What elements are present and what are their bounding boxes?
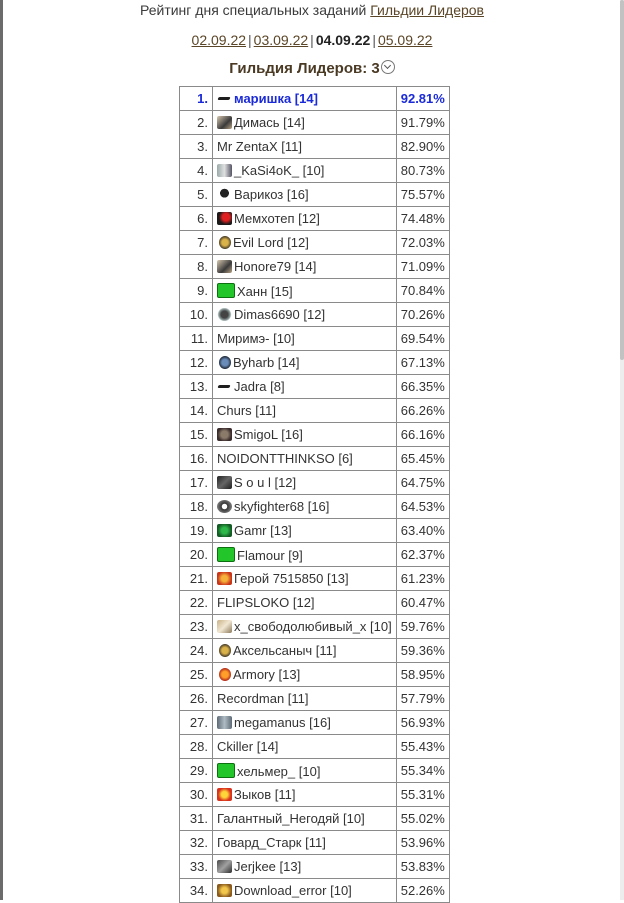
percent-cell: 67.13%	[396, 351, 449, 375]
percent-cell: 58.95%	[396, 663, 449, 687]
percent-cell: 70.26%	[396, 303, 449, 327]
percent-cell: 55.31%	[396, 783, 449, 807]
player-name[interactable]: Honore79 [14]	[234, 259, 317, 274]
player-cell[interactable]	[213, 351, 397, 375]
rank-cell: 17.	[180, 471, 213, 495]
rank-cell: 31.	[180, 807, 213, 831]
percent-cell: 74.48%	[396, 207, 449, 231]
table-row	[180, 663, 450, 687]
rank-cell: 21.	[180, 567, 213, 591]
table-row	[180, 111, 450, 135]
percent-cell: 53.96%	[396, 831, 449, 855]
explosion-icon	[217, 788, 232, 801]
date-separator: |	[248, 32, 252, 48]
player-cell[interactable]	[213, 855, 397, 879]
rank-cell: 28.	[180, 735, 213, 759]
player-cell[interactable]	[213, 231, 397, 255]
table-row	[180, 159, 450, 183]
table-row	[180, 711, 450, 735]
player-cell[interactable]	[213, 399, 397, 423]
player-name[interactable]: Recordman [11]	[217, 691, 309, 706]
percent-cell: 55.02%	[396, 807, 449, 831]
dragon-icon	[217, 524, 232, 537]
player-name[interactable]: Мемхотеп [12]	[234, 211, 320, 226]
rank-cell: 14.	[180, 399, 213, 423]
percent-cell: 75.57%	[396, 183, 449, 207]
chevron-down-icon[interactable]	[381, 60, 395, 74]
rank-cell: 22.	[180, 591, 213, 615]
player-name[interactable]: S o u l [12]	[234, 475, 297, 490]
scrollbar-thumb[interactable]	[620, 0, 624, 360]
player-name[interactable]: Mr ZentaX [11]	[217, 139, 303, 154]
player-cell[interactable]	[213, 183, 397, 207]
shield-icon	[219, 644, 231, 657]
rank-cell: 23.	[180, 615, 213, 639]
table-row	[180, 855, 450, 879]
date-separator: |	[310, 32, 314, 48]
player-cell[interactable]	[213, 639, 397, 663]
skull-icon	[217, 860, 232, 873]
player-name[interactable]: маришка [14]	[234, 91, 318, 106]
player-name[interactable]: Галантный_Негодяй [10]	[217, 811, 365, 826]
rank-cell: 3.	[180, 135, 213, 159]
table-row	[180, 327, 450, 351]
player-name[interactable]: Ханн [15]	[237, 283, 293, 299]
percent-cell: 55.43%	[396, 735, 449, 759]
red-emblem-icon	[217, 212, 232, 225]
table-row	[180, 807, 450, 831]
rank-cell: 16.	[180, 447, 213, 471]
player-name[interactable]: megamanus [16]	[234, 715, 331, 730]
moth-icon	[217, 716, 232, 729]
bird-icon	[217, 380, 232, 393]
player-cell[interactable]	[213, 423, 397, 447]
player-name[interactable]: Варикоз [16]	[234, 187, 309, 202]
player-name[interactable]: SmigoL [16]	[234, 427, 303, 442]
player-cell[interactable]	[213, 471, 397, 495]
player-name[interactable]: Dimas6690 [12]	[234, 307, 326, 322]
green-badge-icon	[217, 763, 235, 778]
table-row	[180, 519, 450, 543]
percent-cell: 53.83%	[396, 855, 449, 879]
player-name[interactable]: Byharb [14]	[233, 355, 300, 370]
rank-cell: 12.	[180, 351, 213, 375]
rank-cell: 11.	[180, 327, 213, 351]
player-cell[interactable]	[213, 519, 397, 543]
percent-cell: 65.45%	[396, 447, 449, 471]
table-row	[180, 351, 450, 375]
wings-icon	[217, 620, 232, 633]
player-name[interactable]: _KaSi4oK_ [10]	[234, 163, 325, 178]
player-cell[interactable]	[213, 327, 397, 351]
percent-cell: 66.16%	[396, 423, 449, 447]
rating-table	[179, 86, 450, 903]
player-name[interactable]: Evil Lord [12]	[233, 235, 309, 250]
green-badge-icon	[217, 283, 235, 298]
player-cell[interactable]	[213, 543, 397, 567]
player-cell[interactable]	[213, 615, 397, 639]
player-name[interactable]: Димась [14]	[234, 115, 305, 130]
percent-cell: 57.79%	[396, 687, 449, 711]
rank-cell: 33.	[180, 855, 213, 879]
player-name[interactable]: Armory [13]	[233, 667, 301, 682]
player-name[interactable]: Jerjkee [13]	[234, 859, 302, 874]
rank-cell: 34.	[180, 879, 213, 903]
table-row	[180, 543, 450, 567]
rank-cell: 19.	[180, 519, 213, 543]
table-row	[180, 399, 450, 423]
player-cell[interactable]	[213, 447, 397, 471]
percent-cell: 62.37%	[396, 543, 449, 567]
sun-emblem-icon	[219, 668, 231, 681]
table-row	[180, 87, 450, 111]
current-date: 04.09.22	[315, 32, 371, 48]
rank-cell: 25.	[180, 663, 213, 687]
percent-cell: 69.54%	[396, 327, 449, 351]
spider-icon	[217, 308, 232, 321]
player-cell[interactable]	[213, 375, 397, 399]
rank-cell: 18.	[180, 495, 213, 519]
player-name[interactable]: NOIDONTTHINKSO [6]	[217, 451, 353, 466]
rank-cell: 2.	[180, 111, 213, 135]
player-cell[interactable]	[213, 783, 397, 807]
player-cell[interactable]	[213, 711, 397, 735]
beast-icon	[217, 428, 232, 441]
percent-cell: 66.35%	[396, 375, 449, 399]
rank-cell: 32.	[180, 831, 213, 855]
table-row	[180, 255, 450, 279]
rank-cell: 8.	[180, 255, 213, 279]
player-cell[interactable]	[213, 495, 397, 519]
round-emblem-icon	[217, 500, 232, 513]
table-row	[180, 879, 450, 903]
page-title-text: Рейтинг дня специальных заданий	[140, 2, 367, 18]
player-cell[interactable]	[213, 87, 397, 111]
percent-cell: 72.03%	[396, 231, 449, 255]
table-row	[180, 375, 450, 399]
table-row	[180, 687, 450, 711]
table-row	[180, 303, 450, 327]
player-cell[interactable]	[213, 591, 397, 615]
wolf-icon	[217, 476, 232, 489]
scrollbar[interactable]	[620, 0, 624, 900]
percent-cell: 60.47%	[396, 591, 449, 615]
table-row	[180, 759, 450, 783]
table-row	[180, 471, 450, 495]
fire-icon	[217, 572, 232, 585]
table-row	[180, 135, 450, 159]
rank-cell: 24.	[180, 639, 213, 663]
percent-cell: 59.76%	[396, 615, 449, 639]
date-link-2[interactable]: 03.09.22	[253, 32, 309, 48]
rank-cell: 7.	[180, 231, 213, 255]
percent-cell: 55.34%	[396, 759, 449, 783]
rank-cell: 9.	[180, 279, 213, 303]
table-row	[180, 639, 450, 663]
table-row	[180, 447, 450, 471]
percent-cell: 82.90%	[396, 135, 449, 159]
date-separator: |	[372, 32, 376, 48]
table-row	[180, 495, 450, 519]
player-cell[interactable]	[213, 879, 397, 903]
table-row	[180, 279, 450, 303]
blue-emblem-icon	[219, 356, 231, 369]
player-cell[interactable]	[213, 831, 397, 855]
table-row	[180, 735, 450, 759]
table-row	[180, 783, 450, 807]
warrior-icon	[217, 164, 232, 177]
player-cell[interactable]	[213, 111, 397, 135]
page-title	[0, 2, 624, 18]
percent-cell: 71.09%	[396, 255, 449, 279]
rank-cell: 29.	[180, 759, 213, 783]
guild-title-text: Гильдия Лидеров: 3	[229, 60, 380, 77]
date-link-1[interactable]: 02.09.22	[191, 32, 247, 48]
percent-cell: 64.75%	[396, 471, 449, 495]
rank-cell: 26.	[180, 687, 213, 711]
percent-cell: 63.40%	[396, 519, 449, 543]
rank-cell: 13.	[180, 375, 213, 399]
rank-cell: 6.	[180, 207, 213, 231]
percent-cell: 80.73%	[396, 159, 449, 183]
player-cell[interactable]	[213, 663, 397, 687]
percent-cell: 92.81%	[396, 87, 449, 111]
percent-cell: 52.26%	[396, 879, 449, 903]
table-row	[180, 207, 450, 231]
player-name[interactable]: x_свободолюбивый_x [10]	[234, 619, 392, 634]
table-row	[180, 567, 450, 591]
percent-cell: 56.93%	[396, 711, 449, 735]
rank-cell: 30.	[180, 783, 213, 807]
table-row	[180, 615, 450, 639]
percent-cell: 66.26%	[396, 399, 449, 423]
rank-cell: 5.	[180, 183, 213, 207]
rank-cell: 1.	[180, 87, 213, 111]
table-row	[180, 831, 450, 855]
rank-cell: 20.	[180, 543, 213, 567]
shield-icon	[219, 236, 231, 249]
dark-figure-icon	[217, 188, 232, 201]
player-name[interactable]: Gamr [13]	[234, 523, 292, 538]
date-navigation	[0, 32, 624, 48]
player-name[interactable]: Flamour [9]	[237, 547, 303, 563]
gold-emblem-icon	[217, 884, 232, 897]
table-row	[180, 231, 450, 255]
rank-cell: 15.	[180, 423, 213, 447]
player-name[interactable]: Jadra [8]	[234, 379, 285, 394]
player-cell[interactable]	[213, 735, 397, 759]
player-name[interactable]: skyfighter68 [16]	[234, 499, 330, 514]
player-name[interactable]: FLIPSLOKO [12]	[217, 595, 315, 610]
player-name[interactable]: хельмер_ [10]	[237, 763, 321, 779]
rank-cell: 27.	[180, 711, 213, 735]
left-border	[0, 0, 3, 900]
player-cell[interactable]	[213, 159, 397, 183]
player-cell[interactable]	[213, 207, 397, 231]
player-cell[interactable]	[213, 303, 397, 327]
portrait-icon	[217, 116, 232, 129]
player-cell[interactable]	[213, 567, 397, 591]
percent-cell: 91.79%	[396, 111, 449, 135]
player-cell[interactable]	[213, 135, 397, 159]
player-name[interactable]: Аксельсаныч [11]	[233, 643, 337, 658]
table-row	[180, 591, 450, 615]
player-name[interactable]: Миримэ- [10]	[217, 331, 295, 346]
player-name[interactable]: Зыков [11]	[234, 787, 296, 802]
rank-cell: 4.	[180, 159, 213, 183]
percent-cell: 59.36%	[396, 639, 449, 663]
guild-link[interactable]: Гильдии Лидеров	[370, 2, 484, 18]
percent-cell: 64.53%	[396, 495, 449, 519]
date-link-4[interactable]: 05.09.22	[377, 32, 433, 48]
player-cell[interactable]	[213, 687, 397, 711]
player-cell[interactable]	[213, 807, 397, 831]
player-name[interactable]: Download_error [10]	[234, 883, 352, 898]
portrait-icon	[217, 260, 232, 273]
guild-heading	[0, 60, 624, 77]
player-cell[interactable]	[213, 759, 397, 783]
table-row	[180, 183, 450, 207]
percent-cell: 70.84%	[396, 279, 449, 303]
green-badge-icon	[217, 547, 235, 562]
rank-cell: 10.	[180, 303, 213, 327]
player-name[interactable]: Churs [11]	[217, 403, 277, 418]
bird-icon	[217, 92, 232, 105]
player-cell[interactable]	[213, 279, 397, 303]
player-cell[interactable]	[213, 255, 397, 279]
player-name[interactable]: Герой 7515850 [13]	[234, 571, 349, 586]
table-row	[180, 423, 450, 447]
percent-cell: 61.23%	[396, 567, 449, 591]
player-name[interactable]: Ckiller [14]	[217, 739, 279, 754]
player-name[interactable]: Говард_Старк [11]	[217, 835, 326, 850]
